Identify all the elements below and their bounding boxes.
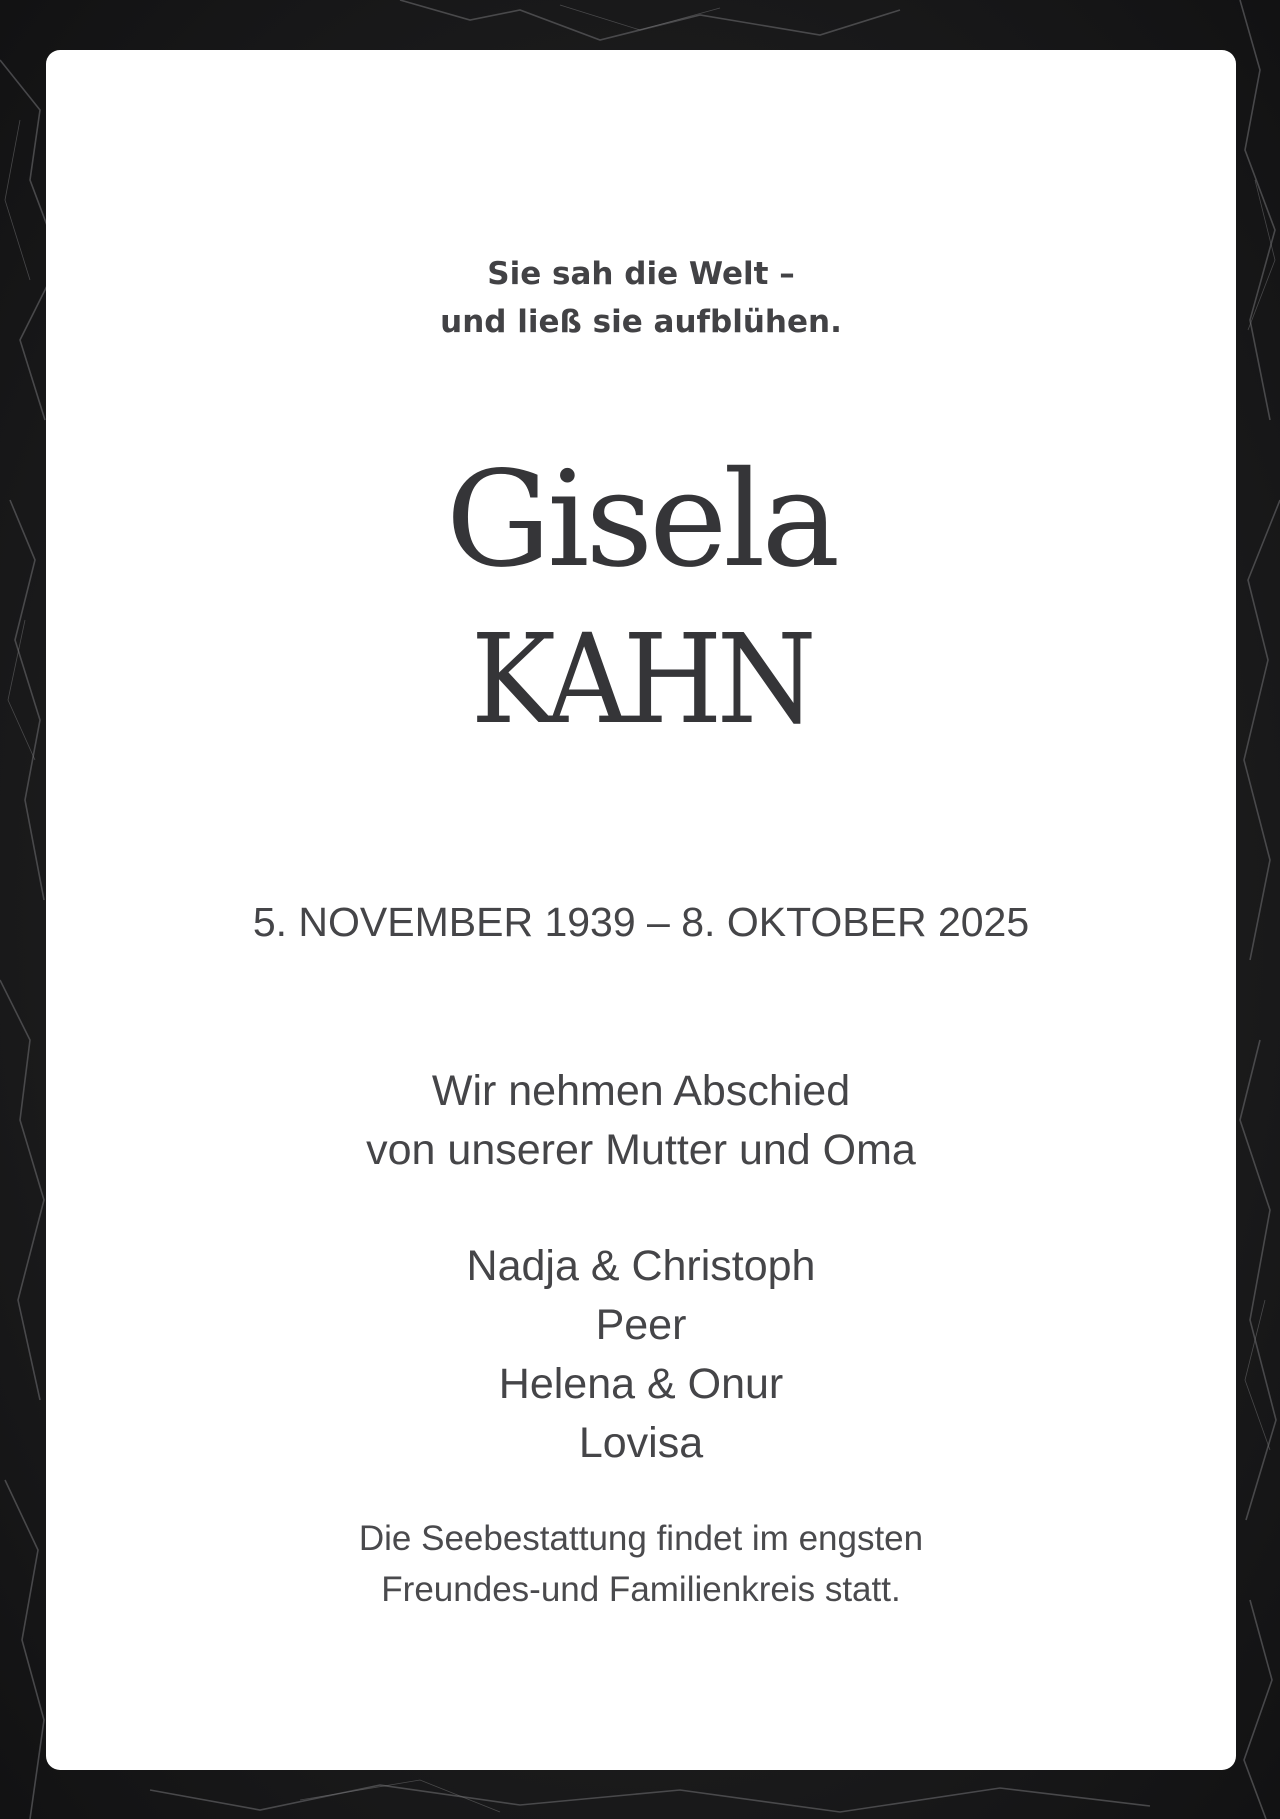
farewell-line-1: Wir nehmen Abschied	[431, 1067, 851, 1115]
family-member: Peer	[595, 1301, 687, 1349]
motto	[46, 250, 1236, 346]
family-member: Helena & Onur	[498, 1360, 784, 1408]
family-member: Nadja & Christoph	[466, 1242, 816, 1290]
family-member: Lovisa	[578, 1419, 704, 1467]
burial-notice-line-1: Die Seebestattung findet im engsten	[358, 1519, 924, 1558]
deceased-first-name: Gisela	[445, 443, 837, 597]
burial-notice-line-2: Freundes-und Familienkreis statt.	[381, 1570, 901, 1609]
family-list	[46, 1237, 1236, 1473]
life-dates: 5. NOVEMBER 1939 – 8. OKTOBER 2025	[252, 899, 1030, 945]
farewell-text	[46, 1062, 1236, 1180]
farewell-line-2: von unserer Mutter und Oma	[366, 1126, 916, 1174]
obituary-card	[46, 50, 1236, 1770]
burial-notice	[46, 1513, 1236, 1615]
motto-line-2: und ließ sie aufblühen.	[440, 304, 842, 340]
deceased-last-name: KAHN	[470, 608, 812, 752]
motto-line-1: Sie sah die Welt –	[487, 256, 795, 292]
